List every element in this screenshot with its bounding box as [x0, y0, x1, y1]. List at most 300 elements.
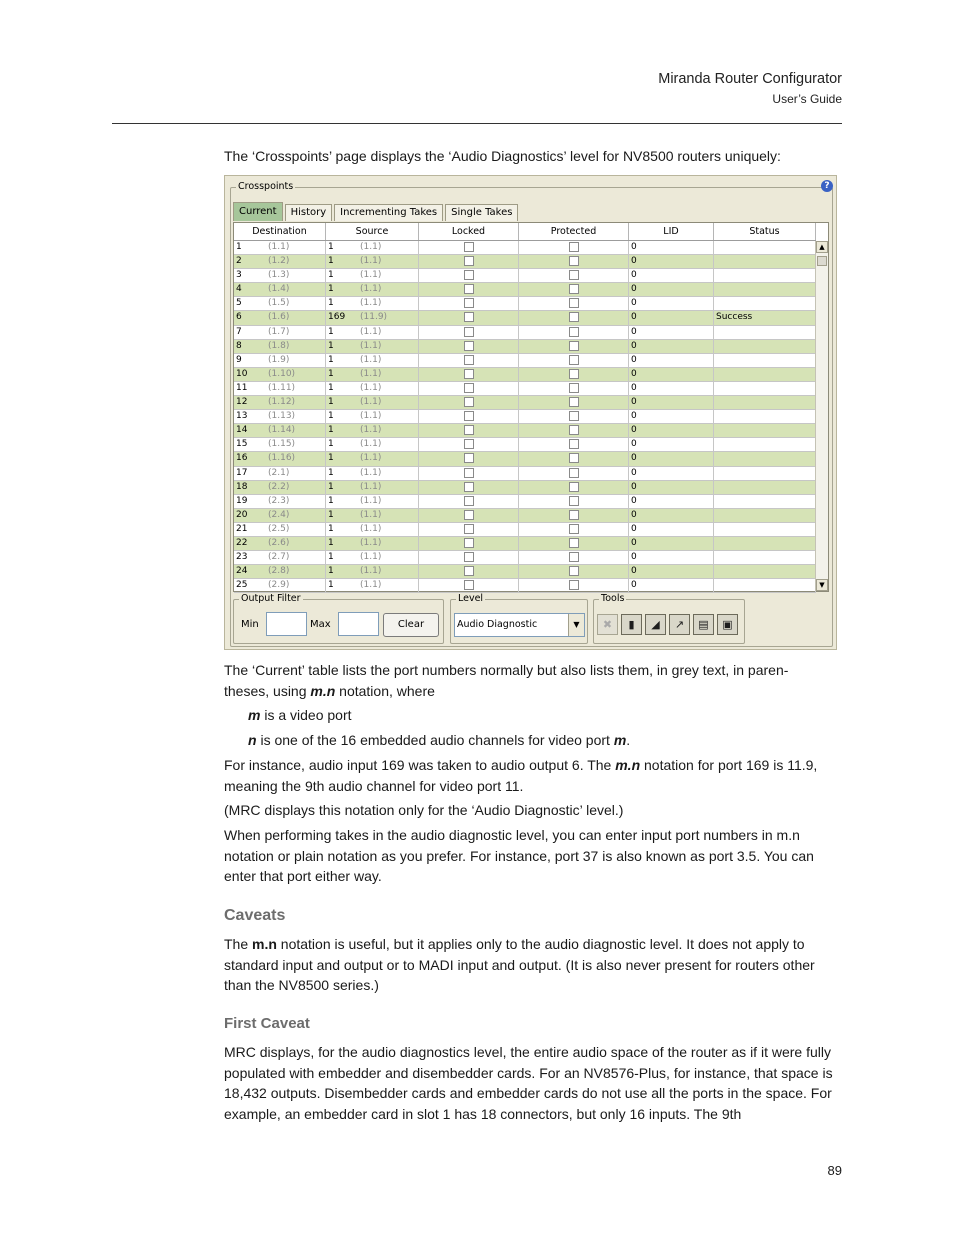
protected-checkbox[interactable] — [569, 468, 579, 478]
protected-checkbox[interactable] — [569, 510, 579, 520]
locked-cell — [419, 438, 519, 451]
locked-checkbox[interactable] — [464, 256, 474, 266]
protected-checkbox[interactable] — [569, 482, 579, 492]
source-number: 1 — [328, 270, 334, 281]
source-mn: (1.1) — [360, 552, 382, 563]
tab-history[interactable]: History — [285, 204, 333, 221]
status-cell — [714, 410, 816, 423]
table-row[interactable] — [234, 340, 816, 354]
locked-cell — [419, 551, 519, 564]
item-m: m is a video port — [248, 707, 352, 723]
lid-cell — [629, 283, 714, 296]
source-cell[interactable] — [326, 340, 419, 353]
protected-checkbox[interactable] — [569, 538, 579, 548]
destination-mn: (1.8) — [268, 340, 290, 351]
destination-cell — [234, 537, 326, 550]
table-row[interactable] — [234, 537, 816, 551]
table-row[interactable] — [234, 579, 816, 593]
para-first-caveat: MRC displays, for the audio diagnostics level, the entire audio space of the router as if it were fully populated with embedder and disembedder cards. For an NV8576-Plus, for instance, that space is 18,432 outputs. Disembedder cards and embedder cards do not use all the ports in the space. For example, an embedder card in slot 1 has 18 connectors, but only 16 inputs. The 9th — [224, 1044, 833, 1122]
source-mn: (1.1) — [360, 256, 382, 267]
table-row[interactable] — [234, 495, 816, 509]
lid-cell — [629, 340, 714, 353]
para-instance: For instance, audio input 169 was taken to audio output 6. The m.n notation for port 169 is 11.9, meaning the 9th audio channel for video port 11. — [224, 757, 818, 794]
protected-cell — [519, 579, 629, 592]
destination-cell — [234, 495, 326, 508]
locked-checkbox[interactable] — [464, 524, 474, 534]
source-number: 1 — [328, 537, 334, 548]
lid-value: 0 — [631, 340, 637, 351]
status-cell — [714, 424, 816, 437]
destination-cell — [234, 297, 326, 310]
crosspoints-group-label: Crosspoints — [238, 181, 294, 192]
lid-value: 0 — [631, 312, 637, 323]
protected-cell — [519, 509, 629, 522]
source-mn: (1.1) — [360, 326, 382, 337]
source-mn: (1.1) — [360, 382, 382, 393]
table-header-row — [234, 223, 816, 241]
source-cell[interactable] — [326, 481, 419, 494]
table-row[interactable] — [234, 410, 816, 424]
source-cell[interactable] — [326, 283, 419, 296]
protected-cell — [519, 452, 629, 465]
tab-incrementing-takes[interactable]: Incrementing Takes — [334, 204, 443, 221]
table-row[interactable] — [234, 269, 816, 283]
source-cell[interactable] — [326, 269, 419, 282]
source-cell[interactable] — [326, 368, 419, 381]
source-cell[interactable] — [326, 523, 419, 536]
header-title: Miranda Router Configurator — [658, 71, 842, 87]
scroll-thumb[interactable] — [817, 256, 827, 266]
protected-cell — [519, 424, 629, 437]
source-cell[interactable] — [326, 396, 419, 409]
locked-checkbox[interactable] — [464, 439, 474, 449]
destination-mn: (2.5) — [268, 523, 290, 534]
destination-mn: (1.14) — [268, 425, 296, 436]
locked-cell — [419, 311, 519, 324]
source-cell[interactable] — [326, 255, 419, 268]
table-row[interactable] — [234, 509, 816, 523]
source-mn: (1.1) — [360, 467, 382, 478]
export-icon[interactable]: ↗ — [669, 614, 690, 635]
protected-checkbox[interactable] — [569, 270, 579, 280]
lid-cell — [629, 255, 714, 268]
lid-value: 0 — [631, 411, 637, 422]
para-mrc-note: (MRC displays this notation only for the ‘Audio Diagnostic’ level.) — [224, 802, 624, 818]
table-row[interactable] — [234, 523, 816, 537]
source-number: 1 — [328, 481, 334, 492]
destination-number: 17 — [236, 467, 248, 478]
destination-cell — [234, 523, 326, 536]
destination-mn: (1.2) — [268, 256, 290, 267]
column-header-locked[interactable]: Locked — [419, 223, 519, 240]
level-dropdown[interactable] — [454, 613, 585, 637]
locked-cell — [419, 368, 519, 381]
locked-checkbox[interactable] — [464, 369, 474, 379]
locked-checkbox[interactable] — [464, 482, 474, 492]
locked-cell — [419, 241, 519, 254]
status-cell — [714, 283, 816, 296]
lid-cell — [629, 551, 714, 564]
destination-number: 1 — [236, 242, 242, 252]
column-header-source[interactable]: Source — [326, 223, 419, 240]
destination-number: 3 — [236, 270, 242, 281]
tab-bar — [233, 202, 520, 221]
column-header-protected[interactable]: Protected — [519, 223, 629, 240]
protected-checkbox[interactable] — [569, 580, 579, 590]
para-caveats: The m.n notation is useful, but it applies only to the audio diagnostic level. It does not apply to standard input and output or to MADI input and output. (It is also never present for routers other than the NV8500 series.) — [224, 936, 815, 993]
crosspoints-table — [233, 222, 829, 592]
table-row[interactable] — [234, 424, 816, 438]
vertical-scrollbar[interactable] — [815, 241, 828, 591]
protected-checkbox[interactable] — [569, 383, 579, 393]
table-row[interactable] — [234, 241, 816, 255]
locked-cell — [419, 396, 519, 409]
source-number: 1 — [328, 340, 334, 351]
para-current-table — [224, 660, 844, 701]
locked-checkbox[interactable] — [464, 468, 474, 478]
table-row[interactable] — [234, 311, 816, 325]
heading-first-caveat: First Caveat — [224, 1015, 310, 1032]
destination-cell — [234, 382, 326, 395]
destination-number: 2 — [236, 256, 242, 267]
protect-icon[interactable]: ◢ — [645, 614, 666, 635]
lid-cell — [629, 509, 714, 522]
delete-icon[interactable]: ✖ — [597, 614, 618, 635]
source-mn: (1.1) — [360, 298, 382, 309]
lid-value: 0 — [631, 481, 637, 492]
source-cell[interactable] — [326, 495, 419, 508]
table-row[interactable] — [234, 326, 816, 340]
locked-cell — [419, 579, 519, 592]
lid-cell — [629, 523, 714, 536]
unlock-icon[interactable]: ▣ — [717, 614, 738, 635]
destination-mn: (2.2) — [268, 481, 290, 492]
source-number: 169 — [328, 312, 346, 323]
destination-number: 15 — [236, 439, 248, 450]
table-row[interactable] — [234, 396, 816, 410]
locked-checkbox[interactable] — [464, 510, 474, 520]
protected-checkbox[interactable] — [569, 312, 579, 322]
destination-mn: (1.1) — [268, 242, 290, 252]
table-row[interactable] — [234, 283, 816, 297]
lid-cell — [629, 495, 714, 508]
source-cell[interactable] — [326, 467, 419, 480]
status-cell — [714, 565, 816, 578]
destination-cell — [234, 241, 326, 254]
protected-cell — [519, 551, 629, 564]
source-mn: (1.1) — [360, 425, 382, 436]
destination-number: 6 — [236, 312, 242, 323]
protected-cell — [519, 523, 629, 536]
destination-number: 22 — [236, 537, 248, 548]
status-cell — [714, 382, 816, 395]
source-mn: (1.1) — [360, 411, 382, 422]
destination-number: 7 — [236, 326, 242, 337]
source-mn: (1.1) — [360, 354, 382, 365]
table-row[interactable] — [234, 438, 816, 452]
protected-checkbox[interactable] — [569, 566, 579, 576]
status-cell — [714, 354, 816, 367]
status-cell — [714, 537, 816, 550]
protected-checkbox[interactable] — [569, 256, 579, 266]
locked-checkbox[interactable] — [464, 355, 474, 365]
source-mn: (1.1) — [360, 340, 382, 351]
destination-cell — [234, 438, 326, 451]
protected-cell — [519, 354, 629, 367]
protected-checkbox[interactable] — [569, 524, 579, 534]
table-row[interactable] — [234, 382, 816, 396]
locked-cell — [419, 382, 519, 395]
lid-value: 0 — [631, 509, 637, 520]
status-cell — [714, 438, 816, 451]
status-cell — [714, 495, 816, 508]
destination-mn: (2.6) — [268, 537, 290, 548]
destination-number: 8 — [236, 340, 242, 351]
locked-cell — [419, 354, 519, 367]
locked-checkbox[interactable] — [464, 383, 474, 393]
destination-number: 20 — [236, 509, 248, 520]
source-cell[interactable] — [326, 326, 419, 339]
source-cell[interactable] — [326, 382, 419, 395]
lid-value: 0 — [631, 566, 637, 577]
clear-button[interactable]: Clear — [383, 613, 439, 637]
locked-cell — [419, 509, 519, 522]
lock-icon[interactable]: ▮ — [621, 614, 642, 635]
protected-checkbox[interactable] — [569, 327, 579, 337]
lid-value: 0 — [631, 537, 637, 548]
protected-cell — [519, 368, 629, 381]
destination-mn: (1.15) — [268, 439, 296, 450]
lid-value: 0 — [631, 298, 637, 309]
lid-cell — [629, 326, 714, 339]
lid-cell — [629, 565, 714, 578]
lid-cell — [629, 438, 714, 451]
destination-mn: (1.7) — [268, 326, 290, 337]
locked-checkbox[interactable] — [464, 580, 474, 590]
locked-checkbox[interactable] — [464, 552, 474, 562]
column-header-status[interactable]: Status — [714, 223, 816, 240]
column-header-lid[interactable]: LID — [629, 223, 714, 240]
source-mn: (1.1) — [360, 397, 382, 408]
source-number: 1 — [328, 284, 334, 295]
destination-number: 23 — [236, 552, 248, 563]
table-row[interactable] — [234, 297, 816, 311]
protected-cell — [519, 481, 629, 494]
locked-checkbox[interactable] — [464, 298, 474, 308]
para-current-line2: theses, using m.n notation, where — [224, 682, 435, 699]
protected-checkbox[interactable] — [569, 411, 579, 421]
protected-checkbox[interactable] — [569, 284, 579, 294]
destination-cell — [234, 255, 326, 268]
destination-mn: (1.4) — [268, 284, 290, 295]
crosspoints-screenshot — [224, 175, 837, 650]
lid-value: 0 — [631, 397, 637, 408]
tab-single-takes[interactable]: Single Takes — [445, 204, 518, 221]
para-takes: When performing takes in the audio diagnostic level, you can enter input port numbers in m.n notation or plain notation as you prefer. For instance, port 37 is also known as port 3.5. You can enter that port either way. — [224, 827, 814, 884]
lid-cell — [629, 424, 714, 437]
lid-value: 0 — [631, 354, 637, 365]
status-cell — [714, 467, 816, 480]
protected-cell — [519, 241, 629, 254]
protected-checkbox[interactable] — [569, 369, 579, 379]
lid-cell — [629, 410, 714, 423]
table-row[interactable] — [234, 551, 816, 565]
status-cell — [714, 452, 816, 465]
destination-cell — [234, 452, 326, 465]
source-cell[interactable] — [326, 565, 419, 578]
lid-value: 0 — [631, 382, 637, 393]
source-cell[interactable] — [326, 424, 419, 437]
destination-number: 10 — [236, 368, 248, 379]
status-value: Success — [716, 312, 753, 323]
lid-value: 0 — [631, 242, 637, 252]
protected-checkbox[interactable] — [569, 453, 579, 463]
source-cell[interactable] — [326, 509, 419, 522]
destination-number: 24 — [236, 566, 248, 577]
locked-cell — [419, 269, 519, 282]
locked-cell — [419, 424, 519, 437]
report-icon[interactable]: ▤ — [693, 614, 714, 635]
destination-mn: (2.7) — [268, 552, 290, 563]
scroll-up-icon[interactable]: ▲ — [816, 241, 828, 253]
status-cell — [714, 297, 816, 310]
locked-checkbox[interactable] — [464, 496, 474, 506]
status-cell — [714, 368, 816, 381]
protected-cell — [519, 326, 629, 339]
locked-cell — [419, 565, 519, 578]
min-label: Min — [241, 619, 259, 630]
protected-checkbox[interactable] — [569, 242, 579, 252]
protected-checkbox[interactable] — [569, 425, 579, 435]
protected-checkbox[interactable] — [569, 355, 579, 365]
locked-checkbox[interactable] — [464, 425, 474, 435]
locked-checkbox[interactable] — [464, 341, 474, 351]
locked-cell — [419, 481, 519, 494]
help-icon[interactable]: ? — [821, 180, 833, 192]
para-current-line1: The ‘Current’ table lists the port numbers normally but also lists them, in grey text, in paren- — [224, 662, 789, 678]
source-mn: (11.9) — [360, 312, 388, 323]
locked-cell — [419, 495, 519, 508]
table-row[interactable] — [234, 565, 816, 579]
protected-checkbox[interactable] — [569, 298, 579, 308]
destination-mn: (1.5) — [268, 298, 290, 309]
source-number: 1 — [328, 495, 334, 506]
scroll-down-icon[interactable]: ▼ — [816, 579, 828, 591]
lid-cell — [629, 311, 714, 324]
status-cell — [714, 311, 816, 324]
source-cell[interactable] — [326, 551, 419, 564]
header-subtitle: User’s Guide — [772, 92, 842, 106]
protected-checkbox[interactable] — [569, 496, 579, 506]
destination-cell — [234, 410, 326, 423]
lid-cell — [629, 579, 714, 592]
source-cell[interactable] — [326, 579, 419, 592]
table-row[interactable] — [234, 452, 816, 466]
max-input[interactable] — [338, 612, 379, 636]
destination-number: 18 — [236, 481, 248, 492]
source-number: 1 — [328, 382, 334, 393]
table-row[interactable] — [234, 255, 816, 269]
crosspoints-grid — [234, 223, 816, 593]
source-number: 1 — [328, 397, 334, 408]
protected-checkbox[interactable] — [569, 439, 579, 449]
locked-checkbox[interactable] — [464, 411, 474, 421]
protected-cell — [519, 382, 629, 395]
status-cell — [714, 396, 816, 409]
protected-cell — [519, 340, 629, 353]
chevron-down-icon[interactable]: ▼ — [568, 614, 584, 636]
table-row[interactable] — [234, 481, 816, 495]
status-cell — [714, 340, 816, 353]
source-number: 1 — [328, 298, 334, 309]
locked-checkbox[interactable] — [464, 327, 474, 337]
locked-checkbox[interactable] — [464, 270, 474, 280]
lid-value: 0 — [631, 368, 637, 379]
source-cell[interactable] — [326, 410, 419, 423]
destination-cell — [234, 579, 326, 592]
status-cell — [714, 326, 816, 339]
lid-value: 0 — [631, 467, 637, 478]
locked-checkbox[interactable] — [464, 284, 474, 294]
table-row[interactable] — [234, 368, 816, 382]
locked-checkbox[interactable] — [464, 538, 474, 548]
destination-mn: (1.6) — [268, 312, 290, 323]
min-input[interactable] — [266, 612, 307, 636]
lid-cell — [629, 297, 714, 310]
source-cell[interactable] — [326, 297, 419, 310]
protected-checkbox[interactable] — [569, 341, 579, 351]
source-cell[interactable] — [326, 311, 419, 324]
destination-cell — [234, 424, 326, 437]
destination-cell — [234, 354, 326, 367]
table-row[interactable] — [234, 354, 816, 368]
source-cell[interactable] — [326, 438, 419, 451]
source-number: 1 — [328, 354, 334, 365]
destination-mn: (1.11) — [268, 382, 296, 393]
lid-value: 0 — [631, 284, 637, 295]
tab-current[interactable]: Current — [233, 202, 283, 221]
table-row[interactable] — [234, 467, 816, 481]
source-cell[interactable] — [326, 537, 419, 550]
source-cell[interactable] — [326, 354, 419, 367]
locked-checkbox[interactable] — [464, 453, 474, 463]
locked-checkbox[interactable] — [464, 397, 474, 407]
destination-mn: (1.9) — [268, 354, 290, 365]
lid-value: 0 — [631, 270, 637, 281]
destination-mn: (2.3) — [268, 495, 290, 506]
source-cell[interactable] — [326, 241, 419, 254]
protected-cell — [519, 255, 629, 268]
protected-checkbox[interactable] — [569, 552, 579, 562]
destination-mn: (1.13) — [268, 411, 296, 422]
protected-cell — [519, 467, 629, 480]
status-cell — [714, 523, 816, 536]
destination-mn: (1.3) — [268, 270, 290, 281]
locked-checkbox[interactable] — [464, 566, 474, 576]
source-number: 1 — [328, 368, 334, 379]
lid-value: 0 — [631, 453, 637, 464]
source-mn: (1.1) — [360, 523, 382, 534]
locked-checkbox[interactable] — [464, 242, 474, 252]
source-cell[interactable] — [326, 452, 419, 465]
status-cell — [714, 551, 816, 564]
destination-cell — [234, 467, 326, 480]
destination-mn: (1.12) — [268, 397, 296, 408]
lid-value: 0 — [631, 439, 637, 450]
locked-checkbox[interactable] — [464, 312, 474, 322]
protected-checkbox[interactable] — [569, 397, 579, 407]
column-header-destination[interactable]: Destination — [234, 223, 326, 240]
